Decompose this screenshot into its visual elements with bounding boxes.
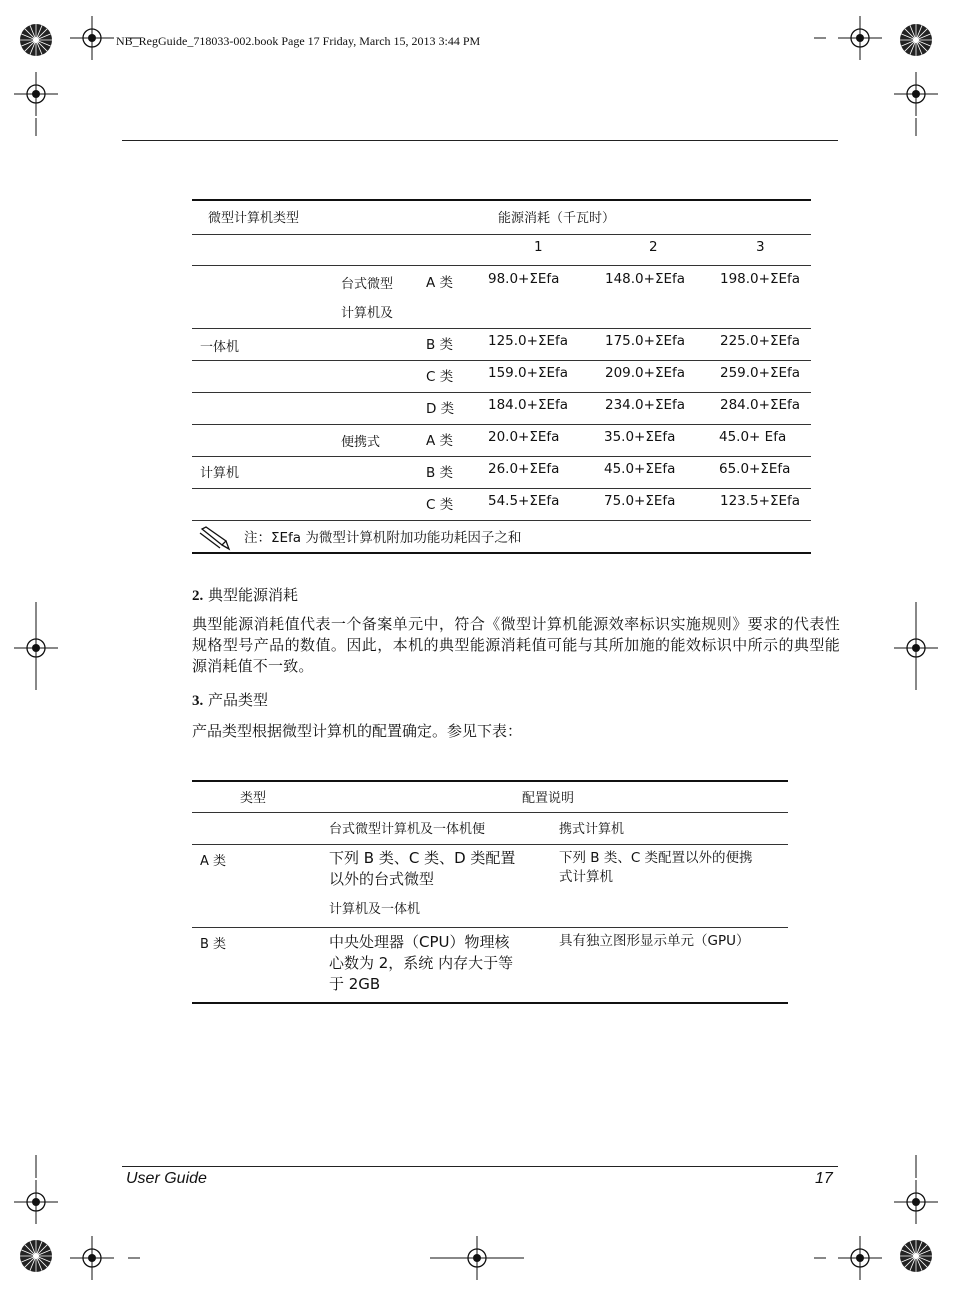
registration-cross-icon xyxy=(894,1180,938,1224)
row-divider xyxy=(192,234,811,235)
section-2-number: 2. xyxy=(192,588,204,604)
book-file-info: NB_RegGuide_718033-002.book Page 17 Friday, March 15, 2013 3:44 PM xyxy=(116,34,481,48)
level-2: 2 xyxy=(649,239,658,255)
registration-cross-icon xyxy=(70,1236,114,1280)
value-cell: 45.0+ Efa xyxy=(719,429,787,445)
registration-cross-icon xyxy=(14,1180,58,1224)
level-1: 1 xyxy=(534,239,543,255)
desktop-main: 一体机 xyxy=(200,340,240,355)
sub-header-notebook: 携式计算机 xyxy=(559,822,625,837)
row-divider xyxy=(192,360,811,361)
value-cell: 184.0+ΣEfa xyxy=(488,397,569,413)
class-cell: B 类 xyxy=(200,937,227,952)
pencil-note-icon xyxy=(198,525,232,551)
row-divider xyxy=(192,520,811,521)
value-cell: 284.0+ΣEfa xyxy=(720,397,801,413)
col-header-type: 类型 xyxy=(240,791,267,806)
footer-rule xyxy=(122,1166,838,1167)
value-cell: 20.0+ΣEfa xyxy=(488,429,560,445)
value-cell: 123.5+ΣEfa xyxy=(720,493,801,509)
value-cell: 45.0+ΣEfa xyxy=(604,461,676,477)
class-cell: A 类 xyxy=(200,854,227,869)
registration-wheel-icon xyxy=(900,1240,932,1272)
value-cell: 75.0+ΣEfa xyxy=(604,493,676,509)
page-number: 17 xyxy=(815,1170,833,1187)
section-3-body: 产品类型根据微型计算机的配置确定。参见下表： xyxy=(192,722,523,740)
table-top-rule xyxy=(192,199,811,201)
row-divider xyxy=(192,488,811,489)
class-cell: C 类 xyxy=(426,369,454,385)
value-cell: 209.0+ΣEfa xyxy=(605,365,686,381)
class-cell: A 类 xyxy=(426,275,454,291)
level-3: 3 xyxy=(756,239,765,255)
value-cell: 175.0+ΣEfa xyxy=(605,333,686,349)
value-cell: 98.0+ΣEfa xyxy=(488,271,560,287)
notebook-sub: 便携式 xyxy=(341,435,381,450)
col-header-config: 配置说明 xyxy=(522,791,575,806)
value-cell: 54.5+ΣEfa xyxy=(488,493,560,509)
section-3-title: 产品类型 xyxy=(208,691,269,709)
section-2-heading xyxy=(192,584,298,605)
registration-wheel-icon xyxy=(20,24,52,56)
value-cell: 35.0+ΣEfa xyxy=(604,429,676,445)
col-header-type: 微型计算机类型 xyxy=(208,211,300,226)
row-divider xyxy=(192,265,811,266)
section-2-body: 典型能源消耗值代表一个备案单元中，符合《微型计算机能源效率标识实施规则》要求的代表性规格型号产品的数值。因此，本机的典型能源消耗值可能与其所加施的能效标识中所示的典型能源消耗值不一致。 xyxy=(192,615,840,675)
registration-cross-icon xyxy=(838,16,882,60)
rowB-desktop-line1: 中央处理器（CPU）物理核 xyxy=(329,933,510,951)
value-cell: 65.0+ΣEfa xyxy=(719,461,791,477)
rowB-desktop-line3: 于 2GB xyxy=(329,975,381,993)
table-bottom-rule xyxy=(192,552,811,554)
registration-cross-icon xyxy=(838,1236,882,1280)
value-cell: 148.0+ΣEfa xyxy=(605,271,686,287)
table-note: 注：ΣEfa 为微型计算机附加功能功耗因子之和 xyxy=(244,530,522,546)
row-divider xyxy=(192,424,811,425)
value-cell: 26.0+ΣEfa xyxy=(488,461,560,477)
header-rule xyxy=(122,140,838,141)
rowA-desktop-line2: 以外的台式微型 xyxy=(329,870,435,888)
value-cell: 234.0+ΣEfa xyxy=(605,397,686,413)
registration-cross-icon xyxy=(14,72,58,116)
row-divider xyxy=(192,927,788,928)
registration-cross-icon xyxy=(894,72,938,116)
rowA-desktop-line1: 下列 B 类、C 类、D 类配置 xyxy=(329,849,516,867)
class-cell: C 类 xyxy=(426,497,454,513)
table-top-rule xyxy=(192,780,788,782)
section-2-title: 典型能源消耗 xyxy=(208,586,299,604)
desktop-sub2: 计算机及 xyxy=(341,306,394,321)
value-cell: 225.0+ΣEfa xyxy=(720,333,801,349)
class-cell: B 类 xyxy=(426,337,454,353)
row-divider xyxy=(192,328,811,329)
table-bottom-rule xyxy=(192,1002,788,1004)
section-3-heading xyxy=(192,689,268,710)
rowB-notebook-line1: 具有独立图形显示单元（GPU） xyxy=(559,933,750,949)
registration-cross-icon xyxy=(70,16,114,60)
value-cell: 198.0+ΣEfa xyxy=(720,271,801,287)
sub-header-desktop: 台式微型计算机及一体机便 xyxy=(329,822,486,837)
footer-guide-title: User Guide xyxy=(126,1170,207,1187)
value-cell: 159.0+ΣEfa xyxy=(488,365,569,381)
col-header-energy: 能源消耗（千瓦时） xyxy=(498,211,616,226)
class-cell: B 类 xyxy=(426,465,454,481)
section-3-number: 3. xyxy=(192,693,204,709)
registration-wheel-icon xyxy=(20,1240,52,1272)
class-cell: D 类 xyxy=(426,401,455,417)
row-divider xyxy=(192,456,811,457)
rowA-notebook-line2: 式计算机 xyxy=(559,869,613,885)
class-cell: A 类 xyxy=(426,433,454,449)
row-divider xyxy=(192,844,788,845)
row-divider xyxy=(192,392,811,393)
row-divider xyxy=(192,812,788,813)
registration-wheel-icon xyxy=(900,24,932,56)
desktop-sub1: 台式微型 xyxy=(341,277,394,292)
notebook-main: 计算机 xyxy=(200,466,240,481)
rowA-notebook-line1: 下列 B 类、C 类配置以外的便携 xyxy=(559,850,753,866)
rowA-desktop-line3: 计算机及一体机 xyxy=(329,902,421,917)
value-cell: 259.0+ΣEfa xyxy=(720,365,801,381)
value-cell: 125.0+ΣEfa xyxy=(488,333,569,349)
rowB-desktop-line2: 心数为 2，系统 内存大于等 xyxy=(329,954,514,972)
